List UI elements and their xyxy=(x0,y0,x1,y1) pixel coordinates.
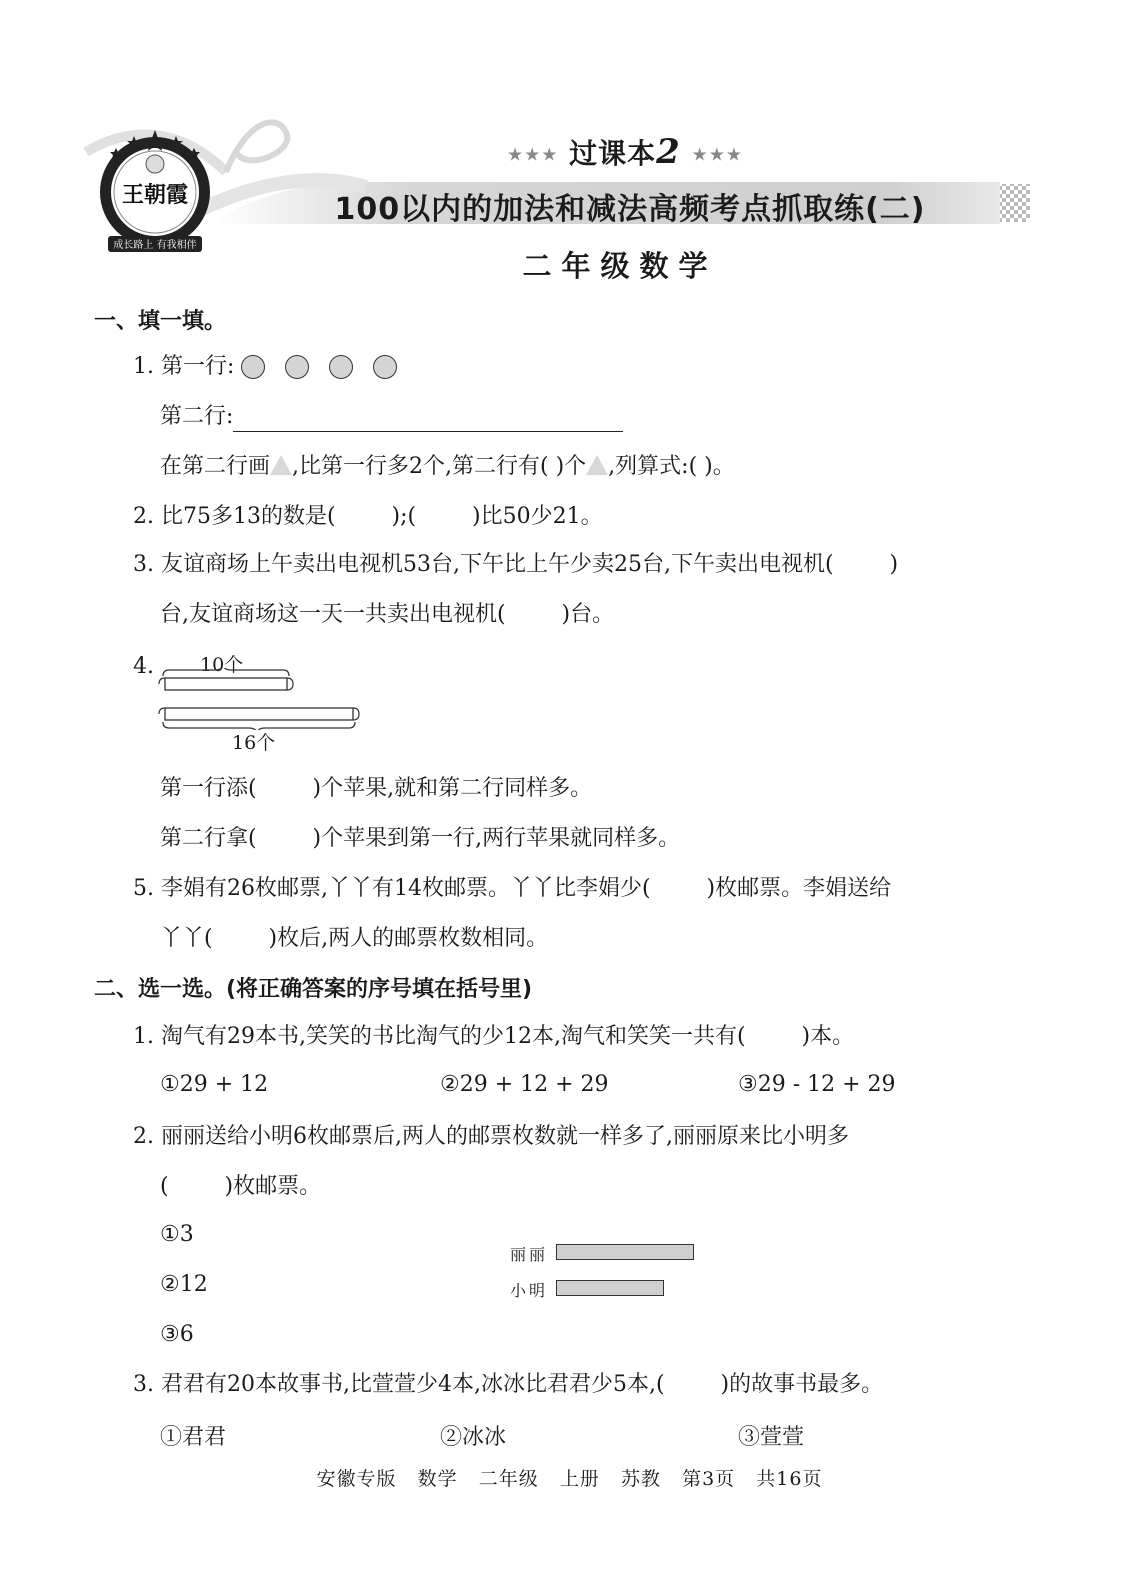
s2-q2-line2: ( )枚邮票。 xyxy=(160,1174,322,1199)
publisher-logo-icon xyxy=(96,128,214,262)
bar-label-xiaoming: 小明 xyxy=(510,1281,549,1300)
s1-q4-line2: 第二行拿( )个苹果到第一行,两行苹果就同样多。 xyxy=(160,826,681,851)
section-2-heading: 二、选一选。(将正确答案的序号填在括号里) xyxy=(94,977,533,1002)
s2-q2-line1: 2. 丽丽送给小明6枚邮票后,两人的邮票枚数就一样多了,丽丽原来比小明多 xyxy=(133,1124,849,1149)
circle-icon xyxy=(329,355,353,379)
triangle-icon xyxy=(586,455,608,475)
section-1-heading: 一、填一填。 xyxy=(94,309,227,334)
s1-q4-number: 4. xyxy=(133,654,154,679)
s2-q1-text: 1. 淘气有29本书,笑笑的书比淘气的少12本,淘气和笑笑一共有( )本。 xyxy=(133,1024,855,1049)
s1-q3-line1: 3. 友谊商场上午卖出电视机53台,下午比上午少卖25台,下午卖出电视机( ) xyxy=(133,552,899,577)
s2-q1-option-1[interactable]: ①29 + 12 xyxy=(160,1072,269,1097)
s1-q1-row2 xyxy=(160,402,623,432)
bar-label-lili: 丽丽 xyxy=(510,1245,549,1264)
s2-q2-option-3[interactable]: ③6 xyxy=(160,1322,194,1347)
circle-icon xyxy=(373,355,397,379)
page-title: 100以内的加法和减法高频考点抓取练(二) xyxy=(334,192,926,227)
circle-icon xyxy=(241,355,265,379)
s1-q1-row1-label: 1. 第一行: xyxy=(133,354,235,379)
s2-q3-option-2[interactable]: ②冰冰 xyxy=(440,1425,507,1450)
svg-text:王朝霞: 王朝霞 xyxy=(121,182,189,208)
s1-q3-line2: 台,友谊商场这一天一共卖出电视机( )台。 xyxy=(160,602,615,627)
s2-q3-option-1[interactable]: ①君君 xyxy=(160,1425,227,1450)
s2-q1-option-2[interactable]: ②29 + 12 + 29 xyxy=(440,1072,609,1097)
diagram-bottom-label: 16个 xyxy=(232,732,276,754)
s1-q1-row2-label: 第二行: xyxy=(160,404,234,429)
series-name: 过课本 xyxy=(569,137,657,170)
s1-q1-text-c: ,列算式:( )。 xyxy=(608,454,735,479)
answer-line[interactable] xyxy=(233,407,623,432)
apple-bar-diagram xyxy=(155,668,365,730)
page-footer: 安徽专版 数学 二年级 上册 苏教 第3页 共16页 xyxy=(316,1468,823,1490)
bar-xiaoming xyxy=(556,1280,664,1296)
stars-right-icon: ★★★ xyxy=(691,144,744,166)
s1-q4-line1: 第一行添( )个苹果,就和第二行同样多。 xyxy=(160,776,593,801)
s1-q1-row1 xyxy=(133,352,417,382)
s2-q3-option-3[interactable]: ③萱萱 xyxy=(738,1425,805,1450)
s2-q2-option-2[interactable]: ②12 xyxy=(160,1272,208,1297)
s2-q2-option-1[interactable]: ①3 xyxy=(160,1222,194,1247)
s1-q2: 2. 比75多13的数是( );( )比50少21。 xyxy=(133,504,603,529)
s1-q1-text-a: 在第二行画 xyxy=(160,454,271,479)
diagram-top-label: 10个 xyxy=(200,654,244,676)
bar-lili xyxy=(556,1244,694,1260)
s1-q1-instruction xyxy=(160,452,735,482)
svg-text:成长路上 有我相伴: 成长路上 有我相伴 xyxy=(113,240,197,251)
circle-icon xyxy=(285,355,309,379)
triangle-icon xyxy=(270,455,292,475)
stars-left-icon: ★★★ xyxy=(506,144,559,166)
s1-q5-line1: 5. 李娟有26枚邮票,丫丫有14枚邮票。丫丫比李娟少( )枚邮票。李娟送给 xyxy=(133,876,892,901)
page-subtitle: 二年级数学 xyxy=(522,249,718,283)
s2-q1-option-3[interactable]: ③29 - 12 + 29 xyxy=(738,1072,896,1097)
series-header xyxy=(500,132,750,172)
series-number: 2 xyxy=(656,132,681,172)
s1-q5-line2: 丫丫( )枚后,两人的邮票枚数相同。 xyxy=(160,926,549,951)
s2-q3-text: 3. 君君有20本故事书,比萱萱少4本,冰冰比君君少5本,( )的故事书最多。 xyxy=(133,1372,884,1397)
s1-q1-text-b: ,比第一行多2个,第二行有( )个 xyxy=(292,454,587,479)
